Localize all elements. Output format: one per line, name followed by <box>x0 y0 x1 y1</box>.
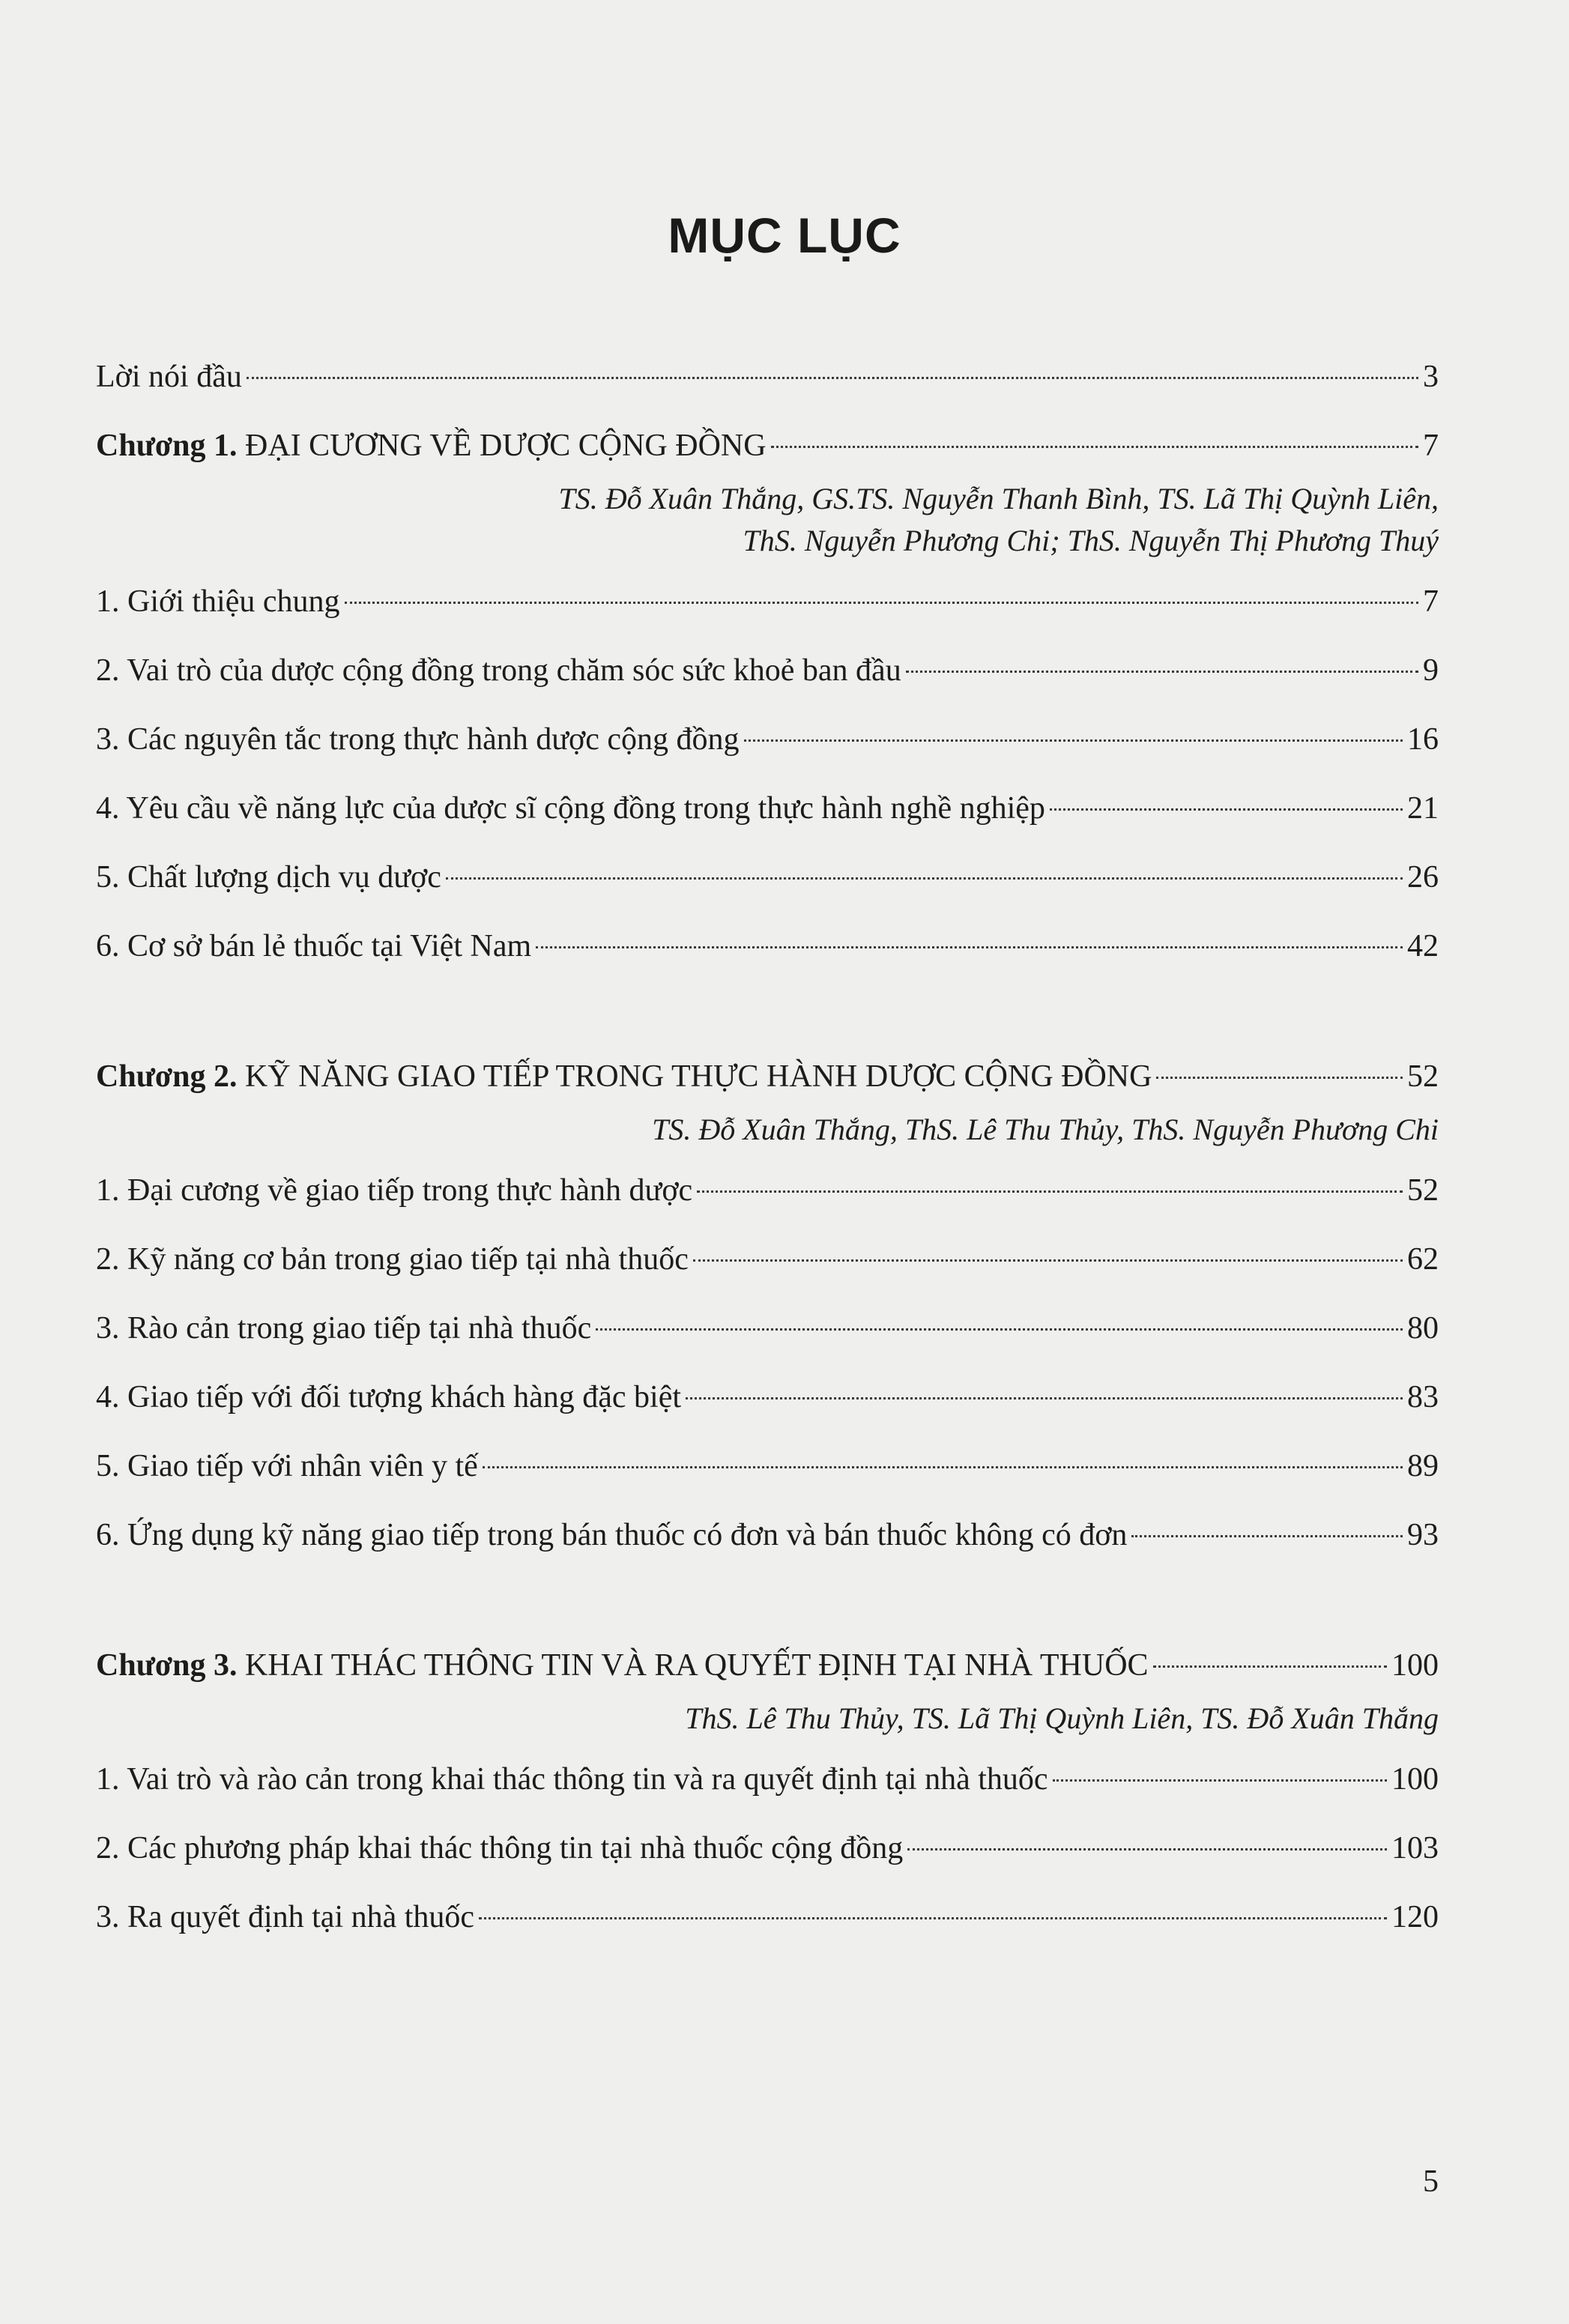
dot-leader <box>483 1466 1403 1468</box>
chapter-title: ĐẠI CƯƠNG VỀ DƯỢC CỘNG ĐỒNG <box>245 429 767 463</box>
toc-section[interactable] <box>96 652 1439 689</box>
dot-leader <box>479 1917 1387 1919</box>
toc-section[interactable] <box>96 721 1439 758</box>
chapter-title: KHAI THÁC THÔNG TIN VÀ RA QUYẾT ĐỊNH TẠI NHÀ THUỐC <box>245 1648 1149 1683</box>
chapter-heading <box>96 1058 1152 1095</box>
toc-section[interactable] <box>96 1898 1439 1936</box>
toc-page-number: 83 <box>1407 1380 1439 1414</box>
toc-page-number: 9 <box>1423 653 1439 688</box>
toc-chapter-1[interactable] <box>96 427 1439 465</box>
toc-entry-label: 6. Ứng dụng kỹ năng giao tiếp trong bán thuốc có đơn và bán thuốc không có đơn <box>96 1518 1128 1552</box>
toc-section[interactable] <box>96 1310 1439 1347</box>
dot-leader <box>1050 808 1403 811</box>
toc-entry-label: 2. Kỹ năng cơ bản trong giao tiếp tại nhà thuốc <box>96 1242 689 1277</box>
toc-page-number: 52 <box>1407 1059 1439 1094</box>
dot-leader <box>446 877 1403 880</box>
toc-entry-label: 6. Cơ sở bán lẻ thuốc tại Việt Nam <box>96 929 532 963</box>
toc-entry-label: 4. Giao tiếp với đối tượng khách hàng đặc biệt <box>96 1380 681 1414</box>
toc-page-number: 52 <box>1407 1173 1439 1208</box>
dot-leader <box>906 671 1418 673</box>
chapter-heading <box>96 427 767 465</box>
toc-entry-label: 3. Rào cản trong giao tiếp tại nhà thuốc <box>96 1311 592 1346</box>
toc-section[interactable] <box>96 1379 1439 1416</box>
toc-page-number: 7 <box>1423 429 1439 463</box>
toc-entry-label: Lời nói đầu <box>96 360 242 394</box>
toc-section[interactable] <box>96 583 1439 620</box>
toc-page-number: 80 <box>1407 1311 1439 1346</box>
toc-entry-label: 3. Các nguyên tắc trong thực hành dược cộng đồng <box>96 722 740 757</box>
dot-leader <box>345 602 1419 604</box>
chapter-authors: TS. Đỗ Xuân Thắng, ThS. Lê Thu Thủy, ThS. Nguyễn Phương Chi <box>652 1113 1439 1146</box>
toc-section[interactable] <box>96 859 1439 896</box>
toc-page-number: 120 <box>1391 1900 1439 1934</box>
page-number: 5 <box>1423 2164 1439 2199</box>
toc-page-number: 93 <box>1407 1518 1439 1552</box>
toc-section[interactable] <box>96 928 1439 965</box>
toc-page-number: 103 <box>1391 1831 1439 1865</box>
toc-entry-label: 2. Vai trò của dược cộng đồng trong chăm sóc sức khoẻ ban đầu <box>96 653 901 688</box>
toc-page-number: 42 <box>1407 929 1439 963</box>
toc-page-number: 100 <box>1391 1762 1439 1797</box>
toc-section[interactable] <box>96 1447 1439 1485</box>
toc-entry-label: 2. Các phương pháp khai thác thông tin tại nhà thuốc cộng đồng <box>96 1831 904 1865</box>
dot-leader <box>686 1397 1403 1399</box>
toc-section[interactable] <box>96 1761 1439 1798</box>
toc-section[interactable] <box>96 1516 1439 1554</box>
toc-page-number: 21 <box>1407 791 1439 826</box>
dot-leader <box>1053 1779 1387 1782</box>
page-title: MỤC LỤC <box>668 208 901 263</box>
toc-page-number: 62 <box>1407 1242 1439 1277</box>
chapter-prefix: Chương 3. <box>96 1648 238 1683</box>
dot-leader <box>1153 1665 1387 1668</box>
toc-entry-label: 3. Ra quyết định tại nhà thuốc <box>96 1900 475 1934</box>
dot-leader <box>693 1259 1403 1262</box>
toc-entry-label: 5. Giao tiếp với nhân viên y tế <box>96 1449 478 1483</box>
toc-page-number: 7 <box>1423 584 1439 619</box>
chapter-heading <box>96 1647 1149 1684</box>
dot-leader <box>247 377 1418 379</box>
dot-leader <box>596 1328 1403 1331</box>
dot-leader <box>771 446 1418 448</box>
toc-page-number: 3 <box>1423 360 1439 394</box>
toc-entry-label: 1. Đại cương về giao tiếp trong thực hành dược <box>96 1173 693 1208</box>
dot-leader <box>1156 1077 1403 1079</box>
toc-page-number: 16 <box>1407 722 1439 757</box>
toc-chapter-2[interactable] <box>96 1058 1439 1095</box>
toc-section[interactable] <box>96 1241 1439 1278</box>
toc-chapter-3[interactable] <box>96 1647 1439 1684</box>
toc-section[interactable] <box>96 1172 1439 1209</box>
toc-section[interactable] <box>96 790 1439 827</box>
dot-leader <box>697 1190 1403 1193</box>
chapter-authors: ThS. Lê Thu Thủy, TS. Lã Thị Quỳnh Liên, TS. Đỗ Xuân Thắng <box>685 1701 1439 1735</box>
chapter-prefix: Chương 1. <box>96 429 238 463</box>
chapter-title: KỸ NĂNG GIAO TIẾP TRONG THỰC HÀNH DƯỢC CỘNG ĐỒNG <box>245 1059 1152 1094</box>
table-of-contents <box>96 343 1439 1936</box>
toc-entry-label: 1. Giới thiệu chung <box>96 584 340 619</box>
dot-leader <box>907 1848 1387 1851</box>
chapter-prefix: Chương 2. <box>96 1059 238 1094</box>
toc-page-number: 100 <box>1391 1648 1439 1683</box>
dot-leader <box>744 739 1403 742</box>
dot-leader <box>536 946 1403 948</box>
chapter-authors: TS. Đỗ Xuân Thắng, GS.TS. Nguyễn Thanh Bình, TS. Lã Thị Quỳnh Liên, <box>558 482 1439 515</box>
chapter-authors: ThS. Nguyễn Phương Chi; ThS. Nguyễn Thị Phương Thuý <box>743 524 1439 557</box>
dot-leader <box>1131 1535 1403 1537</box>
toc-page-number: 26 <box>1407 860 1439 895</box>
toc-entry-label: 4. Yêu cầu về năng lực của dược sĩ cộng đồng trong thực hành nghề nghiệp <box>96 791 1045 826</box>
toc-entry-label: 5. Chất lượng dịch vụ dược <box>96 860 441 895</box>
toc-entry-label: 1. Vai trò và rào cản trong khai thác thông tin và ra quyết định tại nhà thuốc <box>96 1762 1048 1797</box>
toc-section[interactable] <box>96 1830 1439 1867</box>
toc-entry-preface[interactable] <box>96 358 1439 396</box>
toc-page-number: 89 <box>1407 1449 1439 1483</box>
